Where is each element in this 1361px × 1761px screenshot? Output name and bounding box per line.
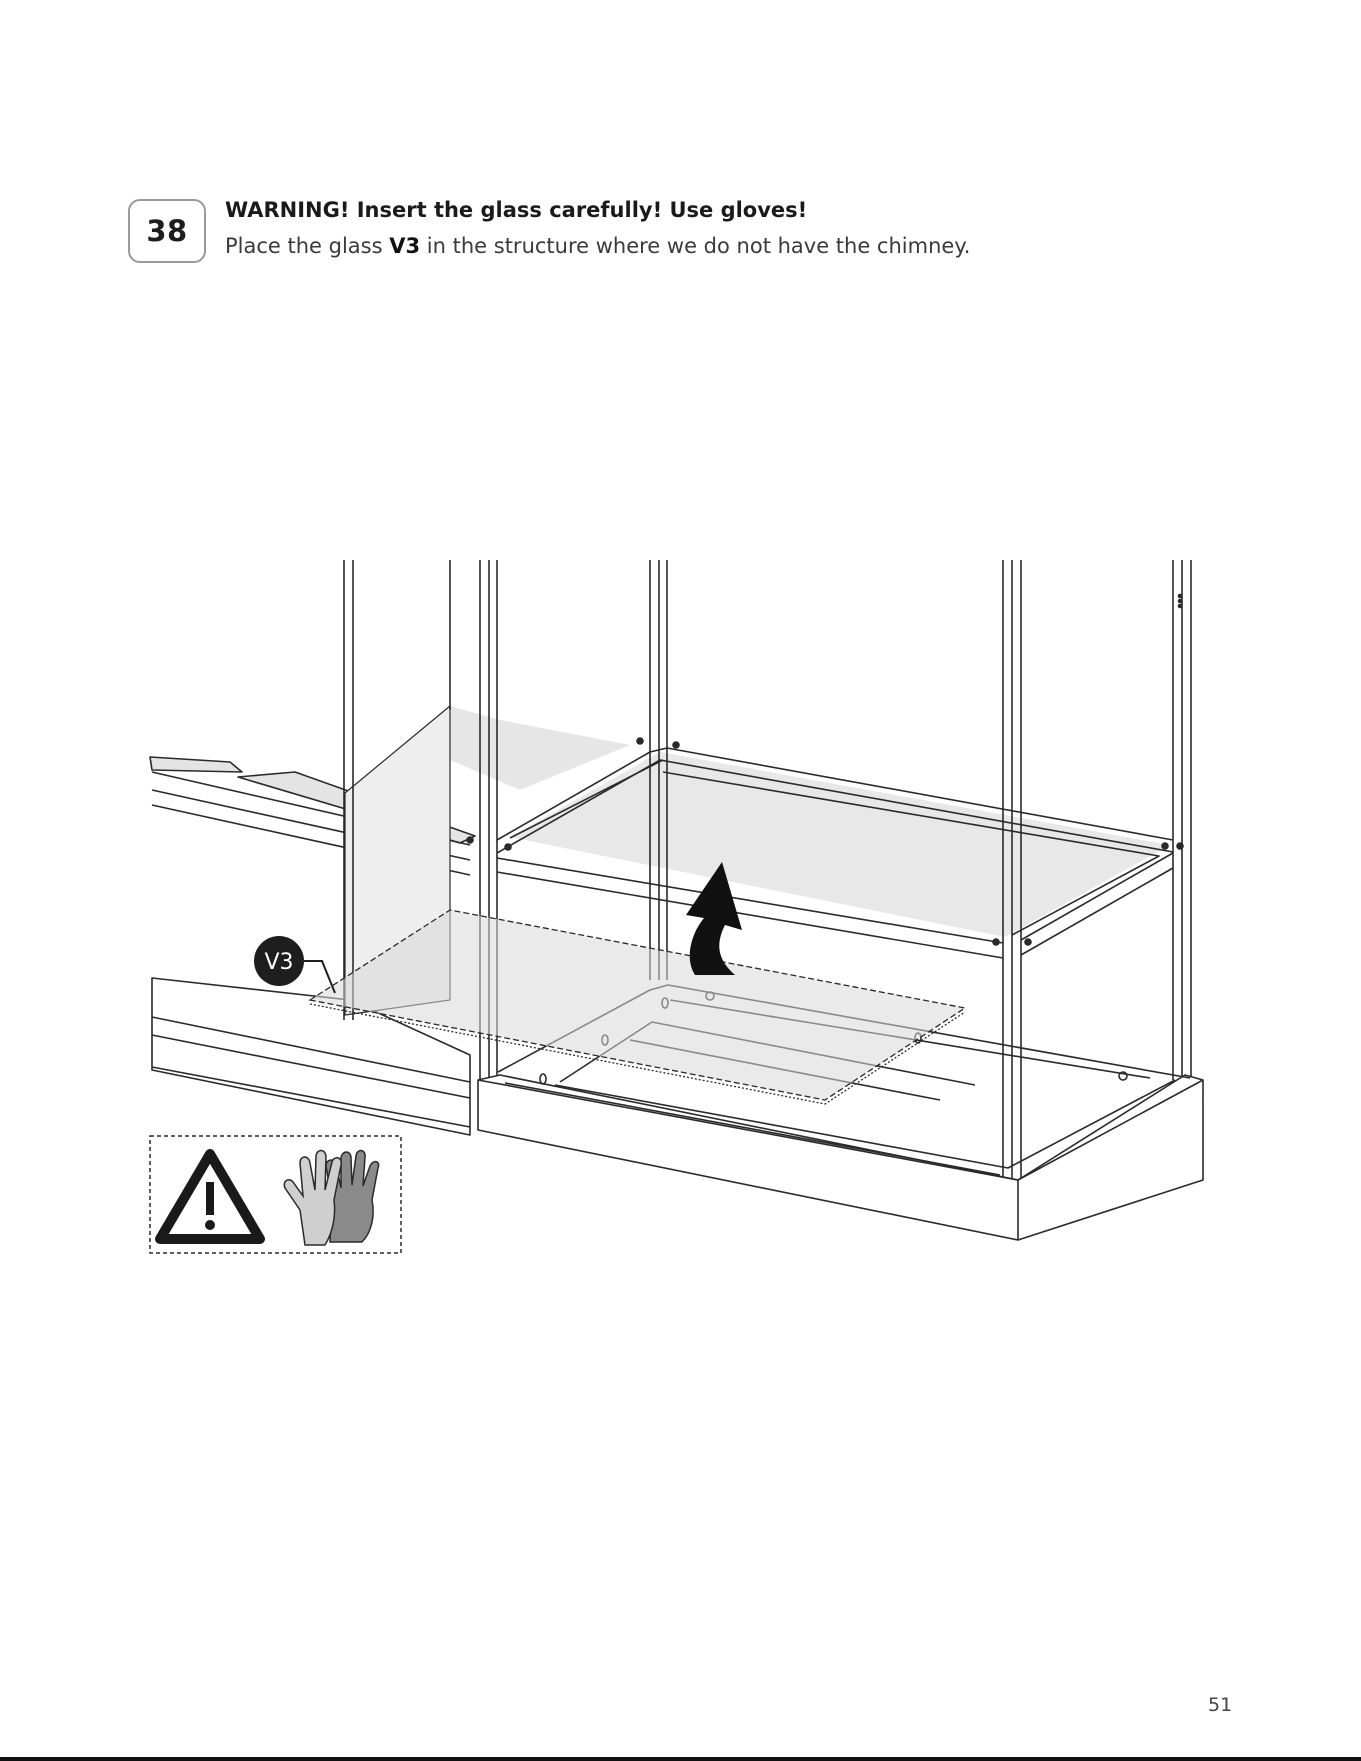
part-label-v3: V3 bbox=[264, 950, 294, 975]
warning-text: WARNING! Insert the glass carefully! Use gloves! bbox=[225, 198, 808, 222]
instruction-suffix: in the structure where we do not have the chimney. bbox=[420, 234, 971, 258]
step-number: 38 bbox=[146, 214, 188, 248]
page-number: 51 bbox=[1208, 1694, 1233, 1716]
instruction-part-code: V3 bbox=[389, 234, 421, 258]
bottom-rule bbox=[0, 1757, 1361, 1761]
instruction-prefix: Place the glass bbox=[225, 234, 390, 258]
